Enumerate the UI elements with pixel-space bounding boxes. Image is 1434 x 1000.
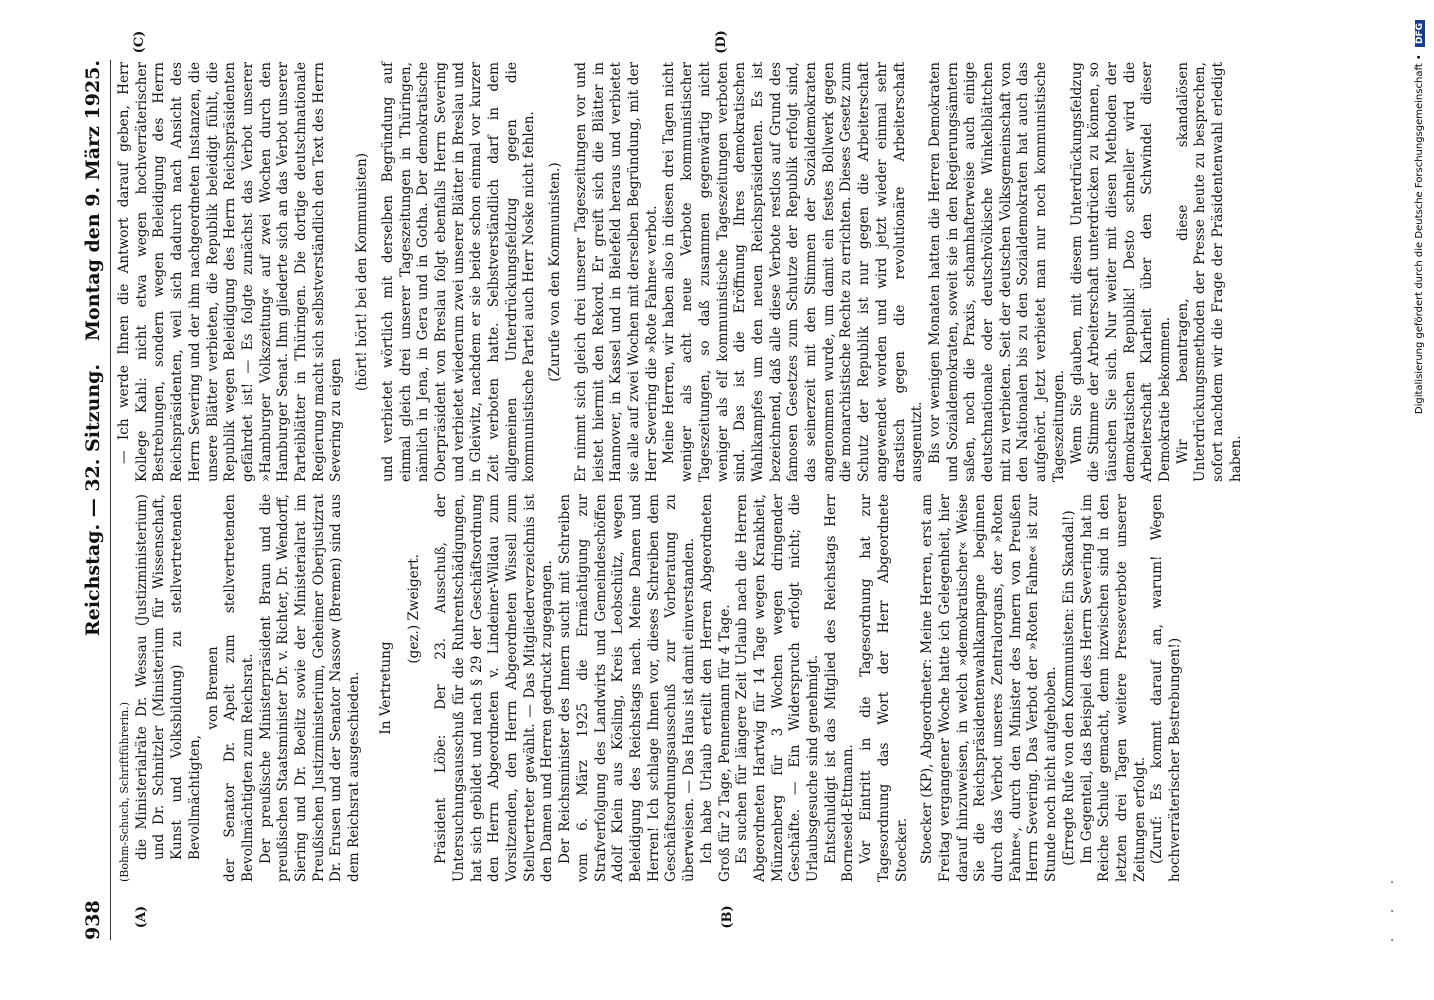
interjection: (Zurufe von den Kommunisten.)	[547, 162, 564, 382]
paragraph: Ich habe Urlaub erteilt den Herren Abgeordneten Groß für 2 Tage, Pennemann für 4 Tage.	[698, 494, 733, 882]
paragraph: Im Gegenteil, das Beispiel des Herrn Severing hat im Reiche Schule gemacht, denn inzwischen sind in den letzten drei Tagen weitere Presseverbote unserer Zeitungen erfolgt.	[1078, 494, 1148, 882]
right-column	[116, 62, 1246, 482]
paragraph: der Senator Dr. Apelt zum stellvertretenden Bevollmächtigten zum Reichsrat.	[222, 494, 256, 882]
digitization-footer	[1414, 20, 1425, 840]
paragraph: Meine Herren, wir haben also in diesen drei Tagen nicht weniger als acht neue Verbote kommunistischer Tageszeitungen, so daß zusammen gegenwärtig nicht weniger als elf kommunistische Tageszeitungen verboten sind. Das ist die Eröffnung Ihres demokratischen Wahlkampfes um den neuen Reichspräsidenten. Es ist bezeichnend, daß alle diese Verbote restlos auf Grund des famosen Gesetzes zum Schutze der Republik erfolgt sind, das seinerzeit mit den Stimmen der Sozialdemokraten angenommen wurde, um damit ein festes Bollwerk gegen die monarchistische Rechte zu errichten. Dieses Gesetz zum Schutz der Republik ist nur gegen die Arbeiterschaft angewendet worden und wird jetzt wieder einmal sehr drastisch gegen die revolutionäre Arbeiterschaft ausgenutzt.	[661, 62, 926, 482]
paragraph: Es suchen für längere Zeit Urlaub nach die Herren Abgeordneten Hartwig für 14 Tage wegen Krankheit, Münzenberg für 3 Wochen wegen dringender Geschäfte. — Ein Widerspruch erfolgt nicht; die Urlaubsgesuche sind genehmigt.	[734, 494, 822, 882]
paragraph: Wenn Sie glauben, mit diesem Unterdrückungsfeldzug die Stimme der Arbeiterschaft unterdrücken zu können, so täuschen Sie sich. Nur weiter mit diesen Methoden der demokratischen Republik! Desto schneller wird die Arbeiterschaft Klarheit über den Schwindel dieser Demokratie bekommen.	[1068, 62, 1174, 482]
paragraph: Präsident Löbe: Der 23. Ausschuß, der Untersuchungsausschuß für die Ruhrentschädigungen, hat sich gebildet und nach § 29 der Geschäftsordnung den Herrn Abgeordneten v. Lindeiner-Wildau zum Vorsitzenden, den Herrn Abgeordneten Wissell zum Stellvertreter gewählt. — Das Mitgliederverzeichnis ist den Damen und Herren gedruckt zugegangen.	[433, 494, 556, 882]
paragraph: Bis vor wenigen Monaten hatten die Herren Demokraten und Sozialdemokraten, soweit sie in den Regierungsämtern saßen, noch die Praxis, schamhafterweise auch einige deutschnationale oder deutschvölkische Winkelblättchen mit zu verbieten. Seit der deutschen Volksgemeinschaft von den Nationalen bis zu den Sozialdemokraten hat auch das aufgehört. Jetzt verbietet man nur noch kommunistische Tageszeitungen.	[926, 62, 1067, 482]
dfg-logo: DFG	[1415, 20, 1425, 47]
paragraph: die Ministerialräte Dr. Wessau (Justizministerium) und Dr. Schnitzler (Ministerium für Wissenschaft, Kunst und Volksbildung) zu stellvertretenden Bevollmächtigten,	[133, 494, 203, 860]
paragraph: Vor Eintritt in die Tagesordnung hat zur Tagesordnung das Wort der Herr Abgeordnete Stoecker.	[858, 494, 910, 882]
paragraph: Der preußische Ministerpräsident Braun und die preußischen Staatsminister Dr. v. Richter, Dr. Wendorff, Siering und Dr. Boelitz sowie der Ministerialrat im Preußischen Justizministerium, Geheimer Oberjustizrat Dr. Erusen und der Senator Nassow (Bremen) sind aus dem Reichsrat ausgeschieden.	[257, 494, 363, 882]
paragraph: Der Reichsminister des Innern sucht mit Schreiben vom 6. März 1925 die Ermächtigung zur Strafverfolgung des Landwirts und Gemeindeschöffen Adolf Klein aus Kösling, Kreis Leobschütz, wegen Beleidigung des Reichstags nach. Meine Damen und Herren! Ich schlage Ihnen vor, dieses Schreiben dem Geschäftsordnungsausschuß zur Vorberatung zu überweisen. — Das Haus ist damit einverstanden.	[557, 494, 698, 882]
margin-marker-b: (B)	[720, 905, 735, 929]
margin-marker-c: (C)	[132, 30, 147, 54]
paragraph: Wir beantragen, diese skandalösen Unterdrückungsmethoden der Presse heute zu besprechen, sofort nachdem wir die Frage der Präsidentenwahl erledigt haben.	[1174, 62, 1244, 482]
session-title: Reichstag. — 32. Sitzung.	[82, 363, 104, 637]
paragraph: — Ich werde Ihnen die Antwort darauf geben, Herr Kollege Kahl: nicht etwa wegen hochverräterischer Bestrebungen, sondern wegen Beleidigung des Herrn Reichspräsidenten, weil sich dadurch nach Ansicht des Herrn Severing und der ihm nachgeordneten Instanzen, die unsere Blätter verbieten, die Republik beleidigt fühlt, die Republik wegen Beleidigung des Herrn Reichspräsidenten gefährdet ist! — Es folgte zunächst das Verbot unserer »Hamburger Volkszeitung« auf zwei Wochen durch den Hamburger Senat. Ihm gliederte sich an das Verbot unserer Parteiblätter in Thüringen. Die dortige deutschnationale Regierung macht sich selbstverständlich den Text des Herrn Severing zu eigen	[116, 62, 345, 482]
paragraph: Stoecker (KP), Abgeordneter: Meine Herren, erst am Freitag vergangener Woche hatte ich Gelegenheit, hier darauf hinzuweisen, in welch »demokratischer« Weise Sie die Reichspräsidentenwahlkampagne beginnen durch das Verbot unseres Zentralorgans, der »Roten Fahne«, durch den Minister des Innern von Preußen Herrn Severing. Das Verbot der »Roten Fahne« ist zur Stunde noch nicht aufgehoben.	[919, 494, 1060, 882]
page-header	[78, 60, 108, 940]
paragraph: Entschuldigt ist das Mitglied des Reichstags Herr Borneseld-Ettmann.	[822, 494, 857, 882]
speaker-note: (Bohm-Schuch, Schriftführerin.)	[118, 701, 131, 882]
scan-marks: · · ·	[1385, 869, 1401, 942]
interjection: (hört! hört! bei den Kommunisten)	[354, 152, 371, 392]
page-number: 938	[82, 900, 104, 940]
margin-marker-d: (D)	[714, 30, 729, 54]
header-rule	[110, 60, 111, 940]
margin-marker-a: (A)	[134, 905, 149, 929]
paragraph: und verbietet wörtlich mit derselben Begründung auf einmal gleich drei unserer Tageszeitungen in Thüringen, nämlich in Jena, in Gera und in Gotha. Der demokratische Oberpräsident von Breslau folgt ebenfalls Herrn Severing und verbietet wiederum zwei unserer Blätter in Breslau und in Gleiwitz, nachdem er sie beide schon einmal vor kurzer Zeit verboten hatte. Selbstverständlich darf in dem allgemeinen Unterdrückungsfeldzug gegen die kommunistische Partei auch Herr Noske nicht fehlen.	[379, 62, 538, 482]
paragraph: Er nimmt sich gleich drei unserer Tageszeitungen vor und leistet hiermit den Rekord. Er greift sich die Blätter in Hannover, in Kassel und in Bielefeld heraus und verbietet sie alle auf zwei Wochen mit derselben Begründung, mit der Herr Severing die »Rote Fahne« verbot.	[572, 62, 660, 482]
interjection: (Erregte Rufe von den Kommunisten: Ein Skandal!)	[1060, 510, 1077, 866]
signature: (gez.) Zweigert.	[405, 554, 422, 664]
left-column	[116, 494, 1185, 882]
footer-text: Digitalisierung gefördert durch die Deutsche Forschungsgemeinschaft •	[1414, 54, 1425, 415]
session-date: Montag den 9. März 1925.	[82, 60, 104, 342]
interjection: (Zuruf: Es kommt darauf an, warum! Wegen hochverräterischer Bestrebungen!)	[1149, 494, 1184, 882]
paragraph: In Vertretung	[377, 641, 394, 735]
paragraph: von Bremen	[204, 646, 221, 730]
